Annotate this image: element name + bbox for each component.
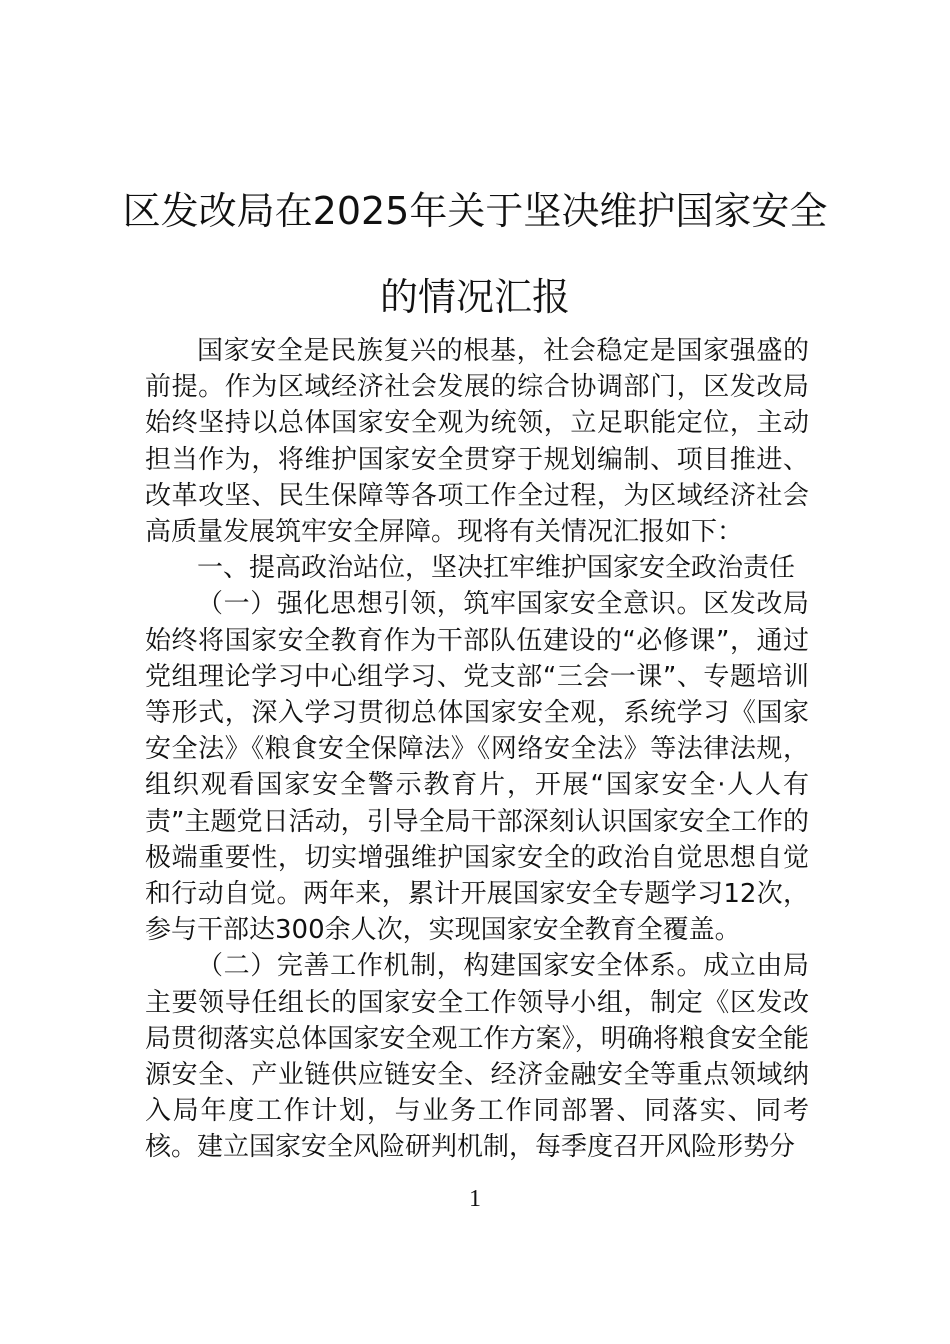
title-line-2: 的情况汇报 <box>379 275 570 319</box>
paragraph-1-2: （二）完善工作机制，构建国家安全体系。成立由局主要领导任组长的国家安全工作领导小组，制定《区发改局贯彻落实总体国家安全观工作方案》，明确将粮食安全能源安全、产业链供应链安全、经济金融安全等重点领域纳入局年度工作计划，与业务工作同部署、同落实、同考核。建立国家安全风险研判机制，每季度召开风险形势分 <box>145 951 809 1163</box>
paragraph-1-1: （一）强化思想引领，筑牢国家安全意识。区发改局始终将国家安全教育作为干部队伍建设的“必修课”，通过党组理论学习中心组学习、党支部“三会一课”、专题培训等形式，深入学习贯彻总体国家安全观，系统学习《国家安全法》《粮食安全保障法》《网络安全法》等法律法规，组织观看国家安全警示教育片，开展“国家安全·人人有责”主题党日活动，引导全局干部深刻认识国家安全工作的极端重要性，切实增强维护国家安全的政治自觉思想自觉和行动自觉。两年来，累计开展国家安全专题学习12次，参与干部达300余人次，实现国家安全教育全覆盖。 <box>145 589 809 946</box>
paragraph-intro: 国家安全是民族复兴的根基，社会稳定是国家强盛的前提。作为区域经济社会发展的综合协调部门，区发改局始终坚持以总体国家安全观为统领，立足职能定位，主动担当作为，将维护国家安全贯穿于规划编制、项目推进、改革攻坚、民生保障等各项工作全过程，为区域经济社会高质量发展筑牢安全屏障。现将有关情况汇报如下： <box>145 336 809 548</box>
page-number: 1 <box>469 1186 481 1212</box>
title-line-1: 区发改局在2025年关于坚决维护国家安全 <box>122 189 828 233</box>
section-heading-1: 一、提高政治站位，坚决扛牢维护国家安全政治责任 <box>197 553 796 584</box>
document-title <box>100 168 850 340</box>
document-body <box>145 333 809 1166</box>
